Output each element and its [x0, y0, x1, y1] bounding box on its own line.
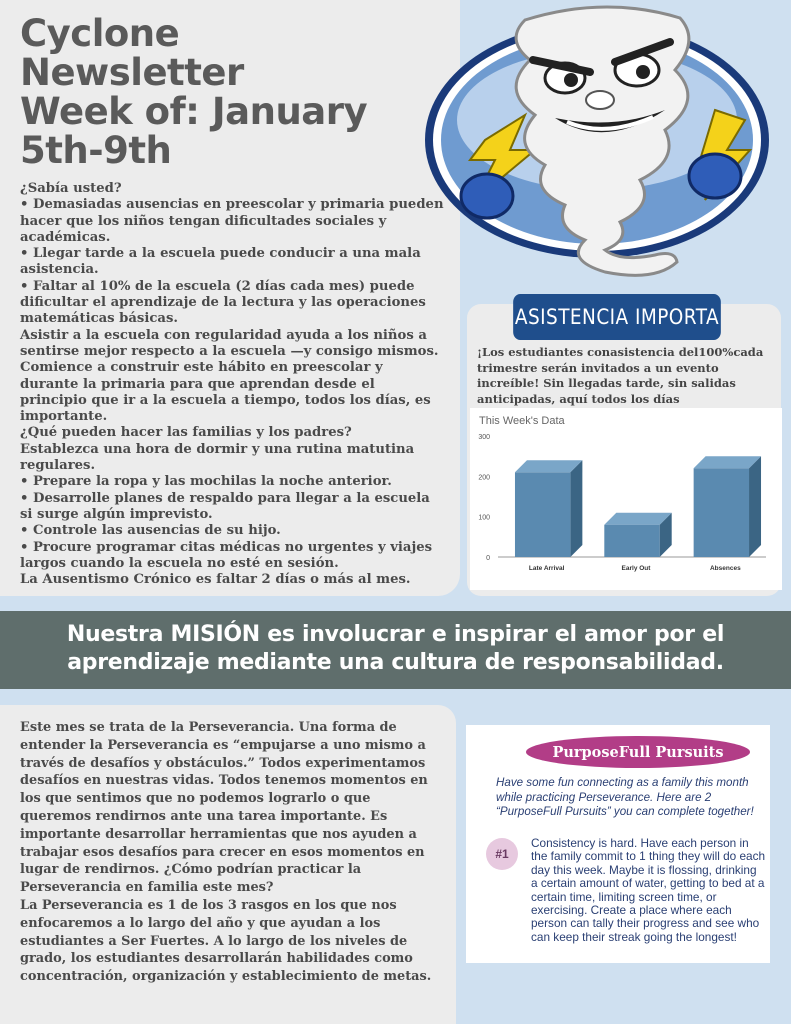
x-tick-label: Early Out: [621, 565, 651, 572]
perseverance-paragraph: Este mes se trata de la Perseverancia. Una forma de entender la Perseverancia es “empujarse a uno mismo a través de desafíos y obstáculos.” Todos experimentamos desafíos en nuestras vidas. Todos tenemos momentos en los que sentimos que no podemos lograrlo o que queremos rendirnos ante una tarea importante. Es importante desarrollar herramientas que nos ayuden a trabajar esos desafíos para crecer en esos momentos en lugar de rendirnos. ¿Cómo podrían practicar la Perseverancia en familia este mes?: [20, 720, 428, 896]
x-tick-label: Absences: [709, 565, 741, 572]
perseverance-paragraph: La Perseverancia es 1 de los 3 rasgos en los que nos enfocaremos a lo largo del año y que ayudan a los estudiantes a Ser Fuertes. A lo largo de los niveles de grado, los estudiantes desarrollarán habilidades como concentración, organización y establecimiento de metas.: [20, 897, 432, 985]
title-line: Newsletter: [20, 51, 244, 94]
intro-paragraph: La Ausentismo Crónico es faltar 2 días o más al mes.: [20, 572, 411, 588]
title-line: 5th-9th: [20, 129, 172, 172]
intro-paragraph: ¿Sabía usted?: [20, 181, 122, 196]
intro-paragraph: ¿Qué pueden hacer las familias y los padres?: [20, 425, 352, 441]
x-tick-label: Late Arrival: [528, 565, 565, 572]
attendance-banner: ASISTENCIA IMPORTA: [513, 294, 721, 340]
y-tick-label: 300: [478, 434, 490, 441]
cyclone-mascot-illustration: [415, 0, 791, 290]
intro-paragraph: Establezca una hora de dormir y una rutina matutina regulares.: [20, 441, 415, 474]
attendance-text: ¡Los estudiantes conasistencia del100%cada trimestre serán invitados a un evento increíble! Sin llegadas tarde, sin salidas anticipadas, aquí todos los días: [477, 345, 764, 406]
y-tick-label: 200: [478, 474, 490, 482]
title-line: Week of: January: [20, 90, 368, 133]
title-line: Cyclone: [20, 12, 180, 55]
intro-paragraph: • Prepare la ropa y las mochilas la noche anterior.: [20, 474, 392, 490]
y-tick-label: 0: [486, 555, 490, 562]
chart-plot: [470, 408, 782, 590]
intro-paragraph: • Demasiadas ausencias en preescolar y primaria pueden hacer que los niños tengan dificultades sociales y académicas.: [20, 197, 444, 245]
purposefull-item: Consistency is hard. Have each person in the family commit to 1 thing they will do each day this week. Maybe it is flossing, drinking a certain amount of water, getting to bed at a certain time, limiting screen time, or exercising. Create a place where each person can tally their progress and see who can keep their streak going the longest!: [531, 836, 766, 944]
purposefull-title: PurposeFull Pursuits: [526, 736, 750, 768]
chart-title: This Week's Data: [479, 415, 565, 427]
intro-paragraph: • Procure programar citas médicas no urgentes y viajes largos cuando la escuela no esté en sesión.: [20, 539, 433, 571]
bar-side: [570, 460, 582, 557]
attendance-chart: [470, 408, 782, 590]
perseverance-text: [20, 719, 445, 986]
purposefull-intro: Have some fun connecting as a family this month while practicing Perseverance. Here are 2 “PurposeFull Pursuits” you can complete together!: [496, 776, 754, 818]
bar: [515, 472, 570, 557]
y-tick-label: 100: [478, 514, 490, 522]
intro-paragraph: • Faltar al 10% de la escuela (2 días cada mes) puede dificultar el aprendizaje de la lectura y las operaciones matemáticas básicas.: [20, 278, 426, 327]
intro-text: [20, 181, 445, 588]
intro-paragraph: • Desarrolle planes de respaldo para llegar a la escuela si surge algún imprevisto.: [20, 490, 430, 522]
bar: [694, 468, 749, 557]
item-number-badge: #1: [486, 838, 518, 870]
intro-paragraph: Asistir a la escuela con regularidad ayuda a los niños a sentirse mejor respecto a la escuela —y consigo mismos. Comience a construir este hábito en preescolar y durante la primaria para que aprendan desde el principio que ir a la escuela a tiempo, todos los días, es importante.: [20, 327, 439, 425]
bar: [604, 525, 659, 557]
newsletter-title: [20, 14, 420, 170]
intro-paragraph: • Controle las ausencias de su hijo.: [20, 523, 281, 539]
intro-paragraph: • Llegar tarde a la escuela puede conducir a una mala asistencia.: [20, 246, 421, 278]
bar-side: [749, 456, 761, 557]
mission-statement: Nuestra MISIÓN es involucrar e inspirar el amor por el aprendizaje mediante una cultura de responsabilidad.: [0, 611, 791, 689]
